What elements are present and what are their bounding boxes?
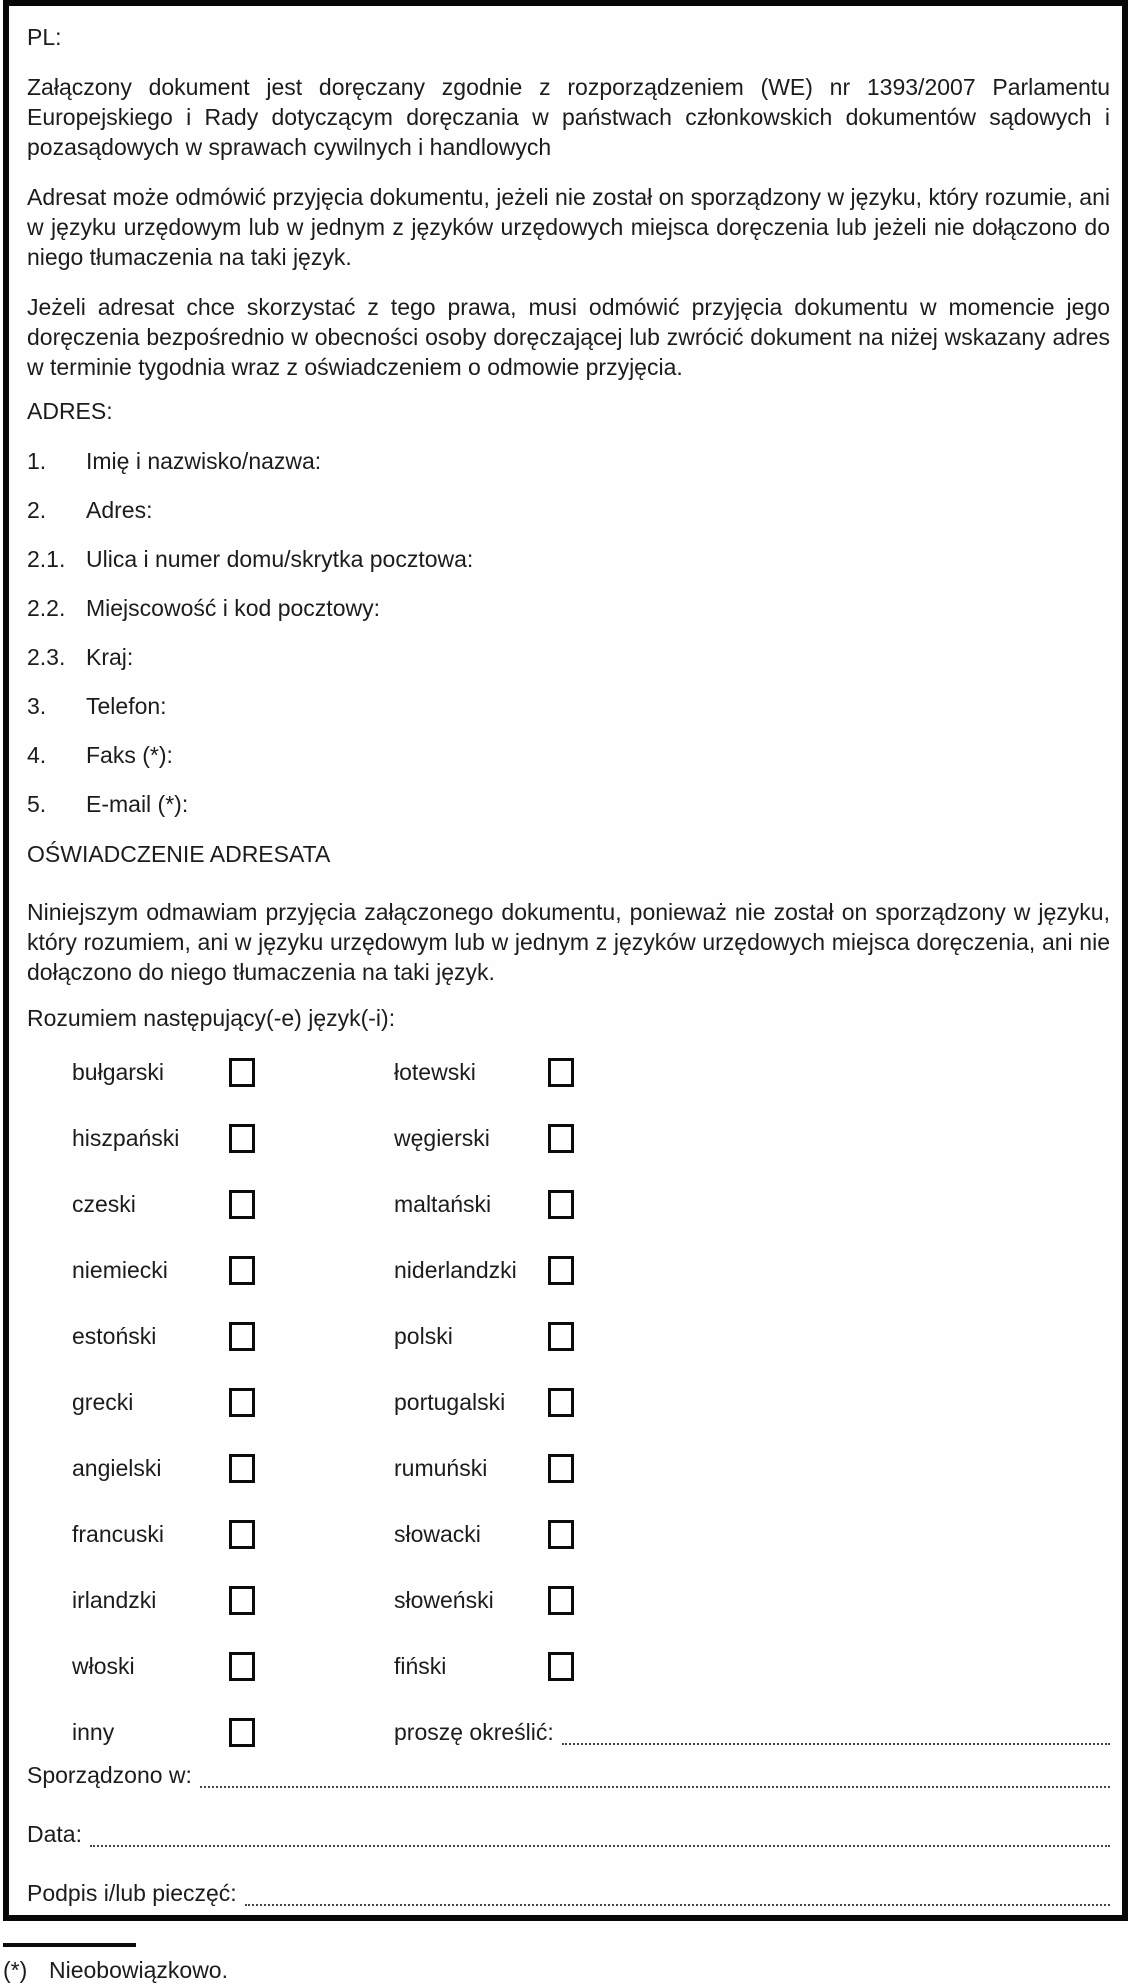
footnote <box>3 1955 1137 1985</box>
language-label: inny <box>72 1719 115 1745</box>
language-label: rumuński <box>394 1455 488 1481</box>
date-line[interactable] <box>90 1821 1110 1847</box>
language-label: niderlandzki <box>394 1257 517 1283</box>
item-number: 2. <box>27 497 47 523</box>
checkbox-hiszpanski[interactable] <box>229 1124 255 1153</box>
signature-line[interactable] <box>245 1880 1110 1906</box>
language-label: maltański <box>394 1191 492 1217</box>
language-label: angielski <box>72 1455 162 1481</box>
languages-intro: Rozumiem następujący(-e) język(-i): <box>27 1005 396 1031</box>
checkbox-lotewski[interactable] <box>548 1058 574 1087</box>
specify-language-label: proszę określić: <box>394 1719 554 1745</box>
item-label: Miejscowość i kod pocztowy: <box>86 595 380 621</box>
checkbox-czeski[interactable] <box>229 1190 255 1219</box>
date-label: Data: <box>27 1821 82 1847</box>
language-label: fiński <box>394 1653 447 1679</box>
item-number: 3. <box>27 693 47 719</box>
language-row <box>27 1123 1110 1153</box>
language-label: hiszpański <box>72 1125 180 1151</box>
signature-field <box>27 1878 1110 1908</box>
checkbox-niemiecki[interactable] <box>229 1256 255 1285</box>
checkbox-grecki[interactable] <box>229 1388 255 1417</box>
language-row <box>27 1585 1110 1615</box>
item-label: Imię i nazwisko/nazwa: <box>86 448 322 474</box>
checkbox-rumunski[interactable] <box>548 1454 574 1483</box>
item-number: 2.2. <box>27 595 66 621</box>
checkbox-slowenski[interactable] <box>548 1586 574 1615</box>
declaration-paragraph: Niniejszym odmawiam przyjęcia załączonego dokumentu, ponieważ nie został on sporządzony w języku, który rozumiem, ani w języku urzędowym lub w jednym z języków urzędowych miejsca doręczenia, ani nie dołączono do niego tłumaczenia na taki język. <box>27 899 1110 985</box>
language-row <box>27 1255 1110 1285</box>
address-item-name <box>27 446 1110 476</box>
address-item-address <box>27 495 1110 525</box>
language-row <box>27 1453 1110 1483</box>
item-number: 4. <box>27 742 47 768</box>
address-item-street <box>27 544 1110 574</box>
language-label: łotewski <box>394 1059 476 1085</box>
address-heading: ADRES: <box>27 398 113 424</box>
item-number: 5. <box>27 791 47 817</box>
language-label: bułgarski <box>72 1059 165 1085</box>
language-label: czeski <box>72 1191 136 1217</box>
item-label: Faks (*): <box>86 742 173 768</box>
footnote-marker: (*) <box>3 1957 28 1983</box>
form-frame <box>3 0 1128 1921</box>
language-row-other <box>27 1717 1110 1747</box>
language-row <box>27 1321 1110 1351</box>
checkbox-polski[interactable] <box>548 1322 574 1351</box>
language-row <box>27 1189 1110 1219</box>
declaration-heading: OŚWIADCZENIE ADRESATA <box>27 841 331 867</box>
language-row <box>27 1387 1110 1417</box>
checkbox-irlandzki[interactable] <box>229 1586 255 1615</box>
language-row <box>27 1651 1110 1681</box>
language-label: włoski <box>72 1653 135 1679</box>
item-number: 2.1. <box>27 546 66 572</box>
checkbox-wloski[interactable] <box>229 1652 255 1681</box>
checkbox-inny[interactable] <box>229 1718 255 1747</box>
refusal-right-paragraph: Adresat może odmówić przyjęcia dokumentu, jeżeli nie został on sporządzony w języku, który rozumie, ani w języku urzędowym lub w jednym z języków urzędowych miejsca doręczenia lub jeżeli nie dołączono do niego tłumaczenia na taki język. <box>27 184 1110 270</box>
checkbox-bulgarski[interactable] <box>229 1058 255 1087</box>
address-item-email <box>27 789 1110 819</box>
address-item-country <box>27 642 1110 672</box>
address-item-fax <box>27 740 1110 770</box>
item-label: Kraj: <box>86 644 134 670</box>
language-label: polski <box>394 1323 453 1349</box>
address-item-phone <box>27 691 1110 721</box>
specify-language-line[interactable] <box>562 1719 1110 1745</box>
language-label: francuski <box>72 1521 165 1547</box>
language-tag: PL: <box>27 24 62 50</box>
done-at-line[interactable] <box>200 1762 1110 1788</box>
language-label: portugalski <box>394 1389 506 1415</box>
footnote-text: Nieobowiązkowo. <box>49 1957 228 1983</box>
item-number: 1. <box>27 448 47 474</box>
language-label: grecki <box>72 1389 134 1415</box>
language-label: węgierski <box>394 1125 490 1151</box>
item-label: Adres: <box>86 497 153 523</box>
footnote-rule <box>3 1943 136 1947</box>
item-number: 2.3. <box>27 644 66 670</box>
language-label: estoński <box>72 1323 157 1349</box>
language-row <box>27 1519 1110 1549</box>
signature-label: Podpis i/lub pieczęć: <box>27 1880 237 1906</box>
item-label: Telefon: <box>86 693 167 719</box>
checkbox-niderlandzki[interactable] <box>548 1256 574 1285</box>
language-label: niemiecki <box>72 1257 168 1283</box>
date-field <box>27 1819 1110 1849</box>
language-row <box>27 1057 1110 1087</box>
item-label: E-mail (*): <box>86 791 189 817</box>
checkbox-maltanski[interactable] <box>548 1190 574 1219</box>
checkbox-wegierski[interactable] <box>548 1124 574 1153</box>
language-label: słoweński <box>394 1587 494 1613</box>
checkbox-portugalski[interactable] <box>548 1388 574 1417</box>
checkbox-slowacki[interactable] <box>548 1520 574 1549</box>
checkbox-angielski[interactable] <box>229 1454 255 1483</box>
done-at-field <box>27 1760 1110 1790</box>
service-intro-paragraph: Załączony dokument jest doręczany zgodnie z rozporządzeniem (WE) nr 1393/2007 Parlamentu Europejskiego i Rady dotyczącym doręczania w państwach członkowskich dokumentów sądowych i pozasądowych w sprawach cywilnych i handlowych <box>27 74 1110 160</box>
checkbox-francuski[interactable] <box>229 1520 255 1549</box>
address-item-city-postcode <box>27 593 1110 623</box>
done-at-label: Sporządzono w: <box>27 1762 192 1788</box>
language-label: słowacki <box>394 1521 481 1547</box>
language-label: irlandzki <box>72 1587 157 1613</box>
item-label: Ulica i numer domu/skrytka pocztowa: <box>86 546 474 572</box>
refusal-procedure-paragraph: Jeżeli adresat chce skorzystać z tego prawa, musi odmówić przyjęcia dokumentu w momencie jego doręczenia bezpośrednio w obecności osoby doręczającej lub zwrócić dokument na niżej wskazany adres w terminie tygodnia wraz z oświadczeniem o odmowie przyjęcia. <box>27 294 1110 380</box>
checkbox-estonski[interactable] <box>229 1322 255 1351</box>
checkbox-finski[interactable] <box>548 1652 574 1681</box>
